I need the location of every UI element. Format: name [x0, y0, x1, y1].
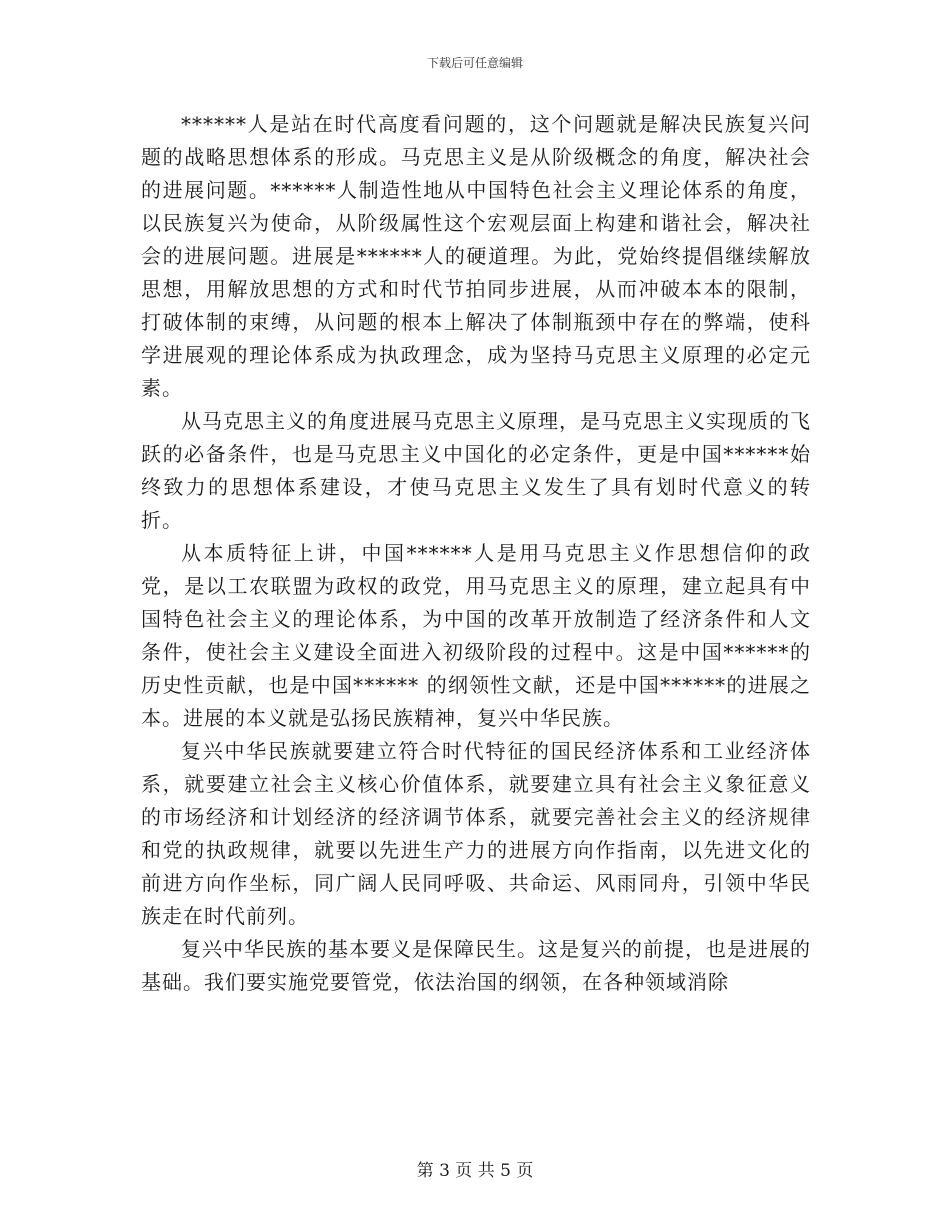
document-body — [141, 108, 811, 999]
paragraph: 从本质特征上讲，中国******人是用马克思主义作思想信仰的政党，是以工农联盟为政权的政党，用马克思主义的原理，建立起具有中国特色社会主义的理论体系，为中国的改革开放制造了经济条件和人文条件，使社会主义建设全面进入初级阶段的过程中。这是中国******的历史性贡献，也是中国****** 的纲领性文献，还是中国******的进展之本。进展的本义就是弘扬民族精神，复兴中华民族。 — [141, 541, 811, 730]
page-footer: 第 3 页 共 5 页 — [416, 1161, 534, 1181]
paragraph: 复兴中华民族就要建立符合时代特征的国民经济体系和工业经济体系，就要建立社会主义核心价值体系，就要建立具有社会主义象征意义的市场经济和计划经济的经济调节体系，就要完善社会主义的经济规律和党的执政规律，就要以先进生产力的进展方向作指南，以先进文化的前进方向作坐标，同广阔人民同呼吸、共命运、风雨同舟，引领中华民族走在时代前列。 — [141, 739, 811, 928]
paragraph: 复兴中华民族的基本要义是保障民生。这是复兴的前提，也是进展的基础。我们要实施党要管党，依法治国的纲领，在各种领域消除 — [141, 937, 811, 994]
paragraph: ******人是站在时代高度看问题的，这个问题就是解决民族复兴问题的战略思想体系的形成。马克思主义是从阶级概念的角度，解决社会的进展问题。******人制造性地从中国特色社会主义理论体系的角度，以民族复兴为使命，从阶级属性这个宏观层面上构建和谐社会，解决社会的进展问题。进展是******人的硬道理。为此，党始终提倡继续解放思想，用解放思想的方式和时代节拍同步进展，从而冲破本本的限制，打破体制的束缚，从问题的根本上解决了体制瓶颈中存在的弊端，使科学进展观的理论体系成为执政理念，成为坚持马克思主义原理的必定元素。 — [141, 112, 811, 400]
page-header: 下载后可任意编辑 — [426, 56, 523, 70]
paragraph: 从马克思主义的角度进展马克思主义原理，是马克思主义实现质的飞跃的必备条件，也是马克思主义中国化的必定条件，更是中国******始终致力的思想体系建设，才使马克思主义发生了具有划时代意义的转折。 — [141, 409, 811, 532]
